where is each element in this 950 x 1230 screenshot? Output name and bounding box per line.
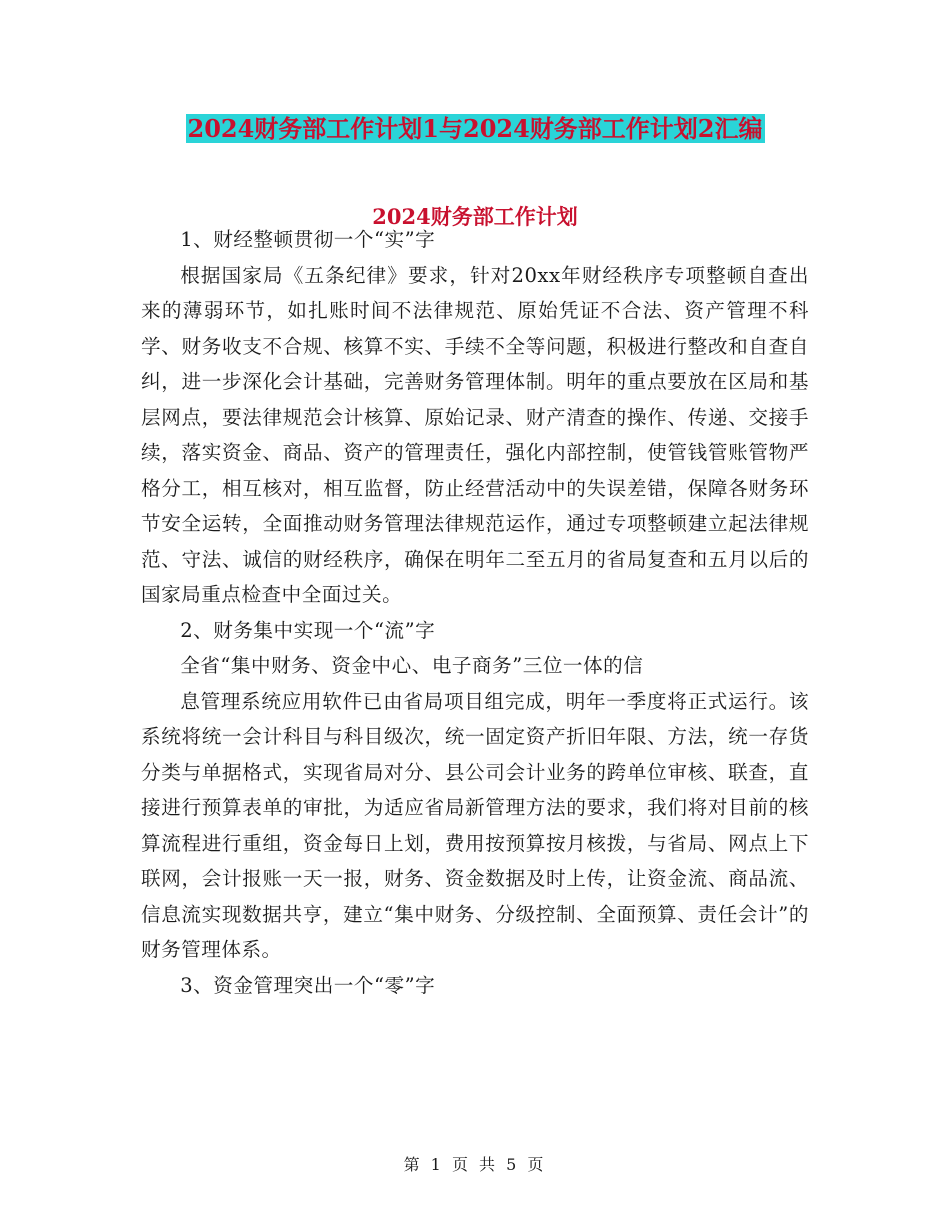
- paragraph-heading-3: 3、资金管理突出一个“零”字: [180, 973, 436, 997]
- document-title-text: 2024财务部工作计划1与2024财务部工作计划2汇编: [187, 114, 763, 143]
- paragraph-1: 根据国家局《五条纪律》要求，针对20xx年财经秩序专项整顿自查出来的薄弱环节，如扎账时间不法律规范、原始凭证不合法、资产管理不科学、财务收支不合规、核算不实、手续不全等问题，积极进行整改和自查自纠，进一步深化会计基础，完善财务管理体制。明年的重点要放在区局和基层网点，要法律规范会计核算、原始记录、财产清查的操作、传递、交接手续，落实资金、商品、资产的管理责任，强化内部控制，使管钱管账管物严格分工，相互核对，相互监督，防止经营活动中的失误差错，保障各财务环节安全运转，全面推动财务管理法律规范运作，通过专项整顿建立起法律规范、守法、诚信的财经秩序，确保在明年二至五月的省局复查和五月以后的国家局重点检查中全面过关。: [141, 263, 809, 606]
- page-footer: 第 1 页 共 5 页: [403, 1155, 547, 1174]
- document-body: [141, 222, 809, 1003]
- paragraph-2a: 全省“集中财务、资金中心、电子商务”三位一体的信: [180, 654, 644, 677]
- document-title: [0, 111, 950, 147]
- paragraph-heading-2: 2、财务集中实现一个“流”字: [180, 618, 436, 642]
- paragraph-heading-1: 1、财经整顿贯彻一个“实”字: [180, 228, 436, 251]
- section-title: 2024财务部工作计划: [372, 204, 578, 229]
- paragraph-2b: 息管理系统应用软件已由省局项目组完成，明年一季度将正式运行。该系统将统一会计科目与科目级次，统一固定资产折旧年限、方法，统一存货分类与单据格式，实现省局对分、县公司会计业务的跨单位审核、联查，直接进行预算表单的审批，为适应省局新管理方法的要求，我们将对目前的核算流程进行重组，资金每日上划，费用按预算按月核拨，与省局、网点上下联网，会计报账一天一报，财务、资金数据及时上传，让资金流、商品流、信息流实现数据共亨，建立“集中财务、分级控制、全面预算、责任会计”的财务管理体系。: [141, 689, 809, 961]
